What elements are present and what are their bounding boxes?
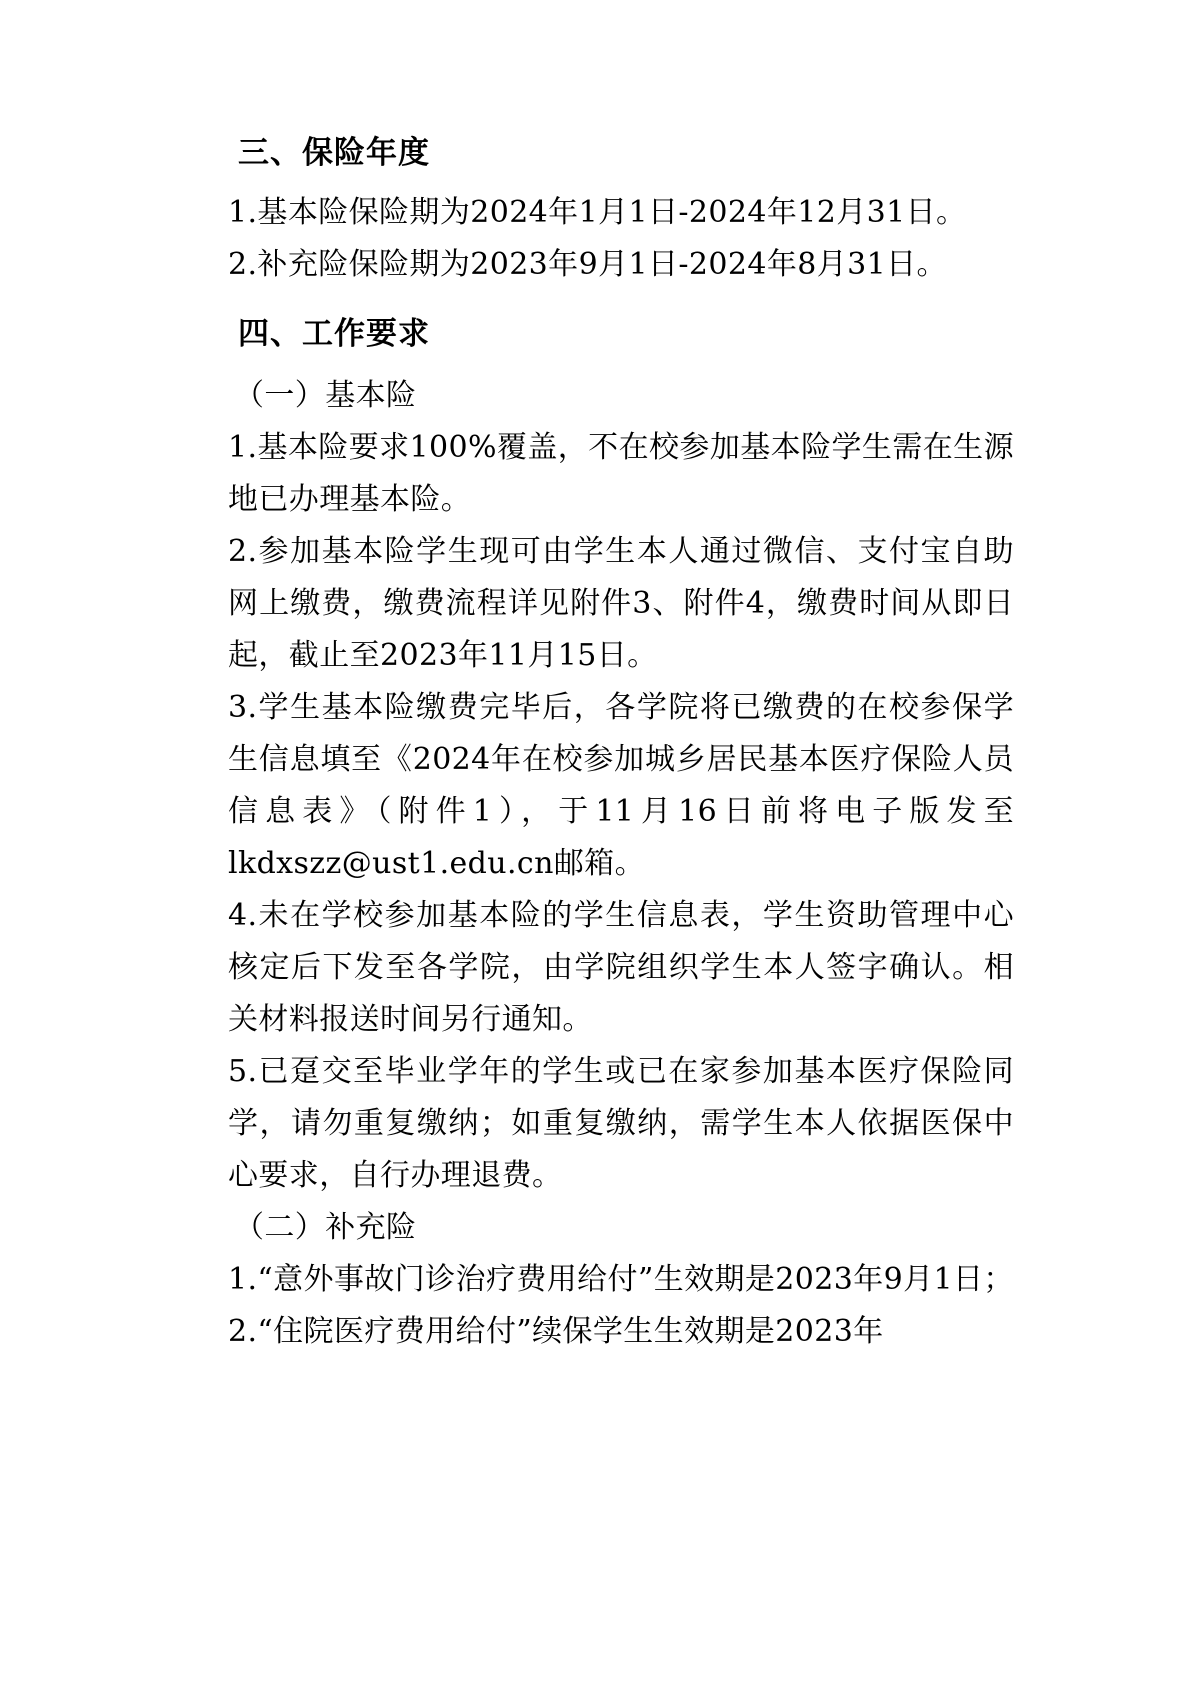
paragraph-basic-item-3: 3.学生基本险缴费完毕后，各学院将已缴费的在校参保学生信息填至《2024年在校参加城乡居民基本医疗保险人员信息表》（附件1），于11月16日前将电子版发至lkdxszz@ust1.edu.cn邮箱。 (228, 690, 1014, 881)
section-heading-three: 三、保险年度 (238, 135, 430, 171)
paragraph-supplementary-item-1: 1.“意外事故门诊治疗费用给付”生效期是2023年9月1日； (228, 1262, 1014, 1297)
subsection-heading-supplementary-insurance: （二）补充险 (234, 1210, 417, 1245)
paragraph-supplementary-item-2: 2.“住院医疗费用给付”续保学生生效期是2023年 (228, 1314, 884, 1349)
subsection-heading-basic-insurance: （一）基本险 (234, 378, 417, 413)
paragraph-supplementary-insurance-period: 2.补充险保险期为2023年9月1日-2024年8月31日。 (228, 247, 947, 282)
paragraph-basic-item-1: 1.基本险要求100%覆盖，不在校参加基本险学生需在生源地已办理基本险。 (228, 430, 1014, 517)
paragraph-basic-insurance-period: 1.基本险保险期为2024年1月1日-2024年12月31日。 (228, 195, 967, 230)
section-heading-four: 四、工作要求 (238, 316, 430, 352)
document-body (176, 135, 1014, 1358)
paragraph-basic-item-2: 2.参加基本险学生现可由学生本人通过微信、支付宝自助网上缴费，缴费流程详见附件3、附件4，缴费时间从即日起，截止至2023年11月15日。 (228, 534, 1014, 673)
paragraph-basic-item-4: 4.未在学校参加基本险的学生信息表，学生资助管理中心核定后下发至各学院，由学院组织学生本人签字确认。相关材料报送时间另行通知。 (228, 898, 1014, 1037)
paragraph-basic-item-5: 5.已趸交至毕业学年的学生或已在家参加基本医疗保险同学，请勿重复缴纳；如重复缴纳，需学生本人依据医保中心要求，自行办理退费。 (228, 1054, 1014, 1193)
